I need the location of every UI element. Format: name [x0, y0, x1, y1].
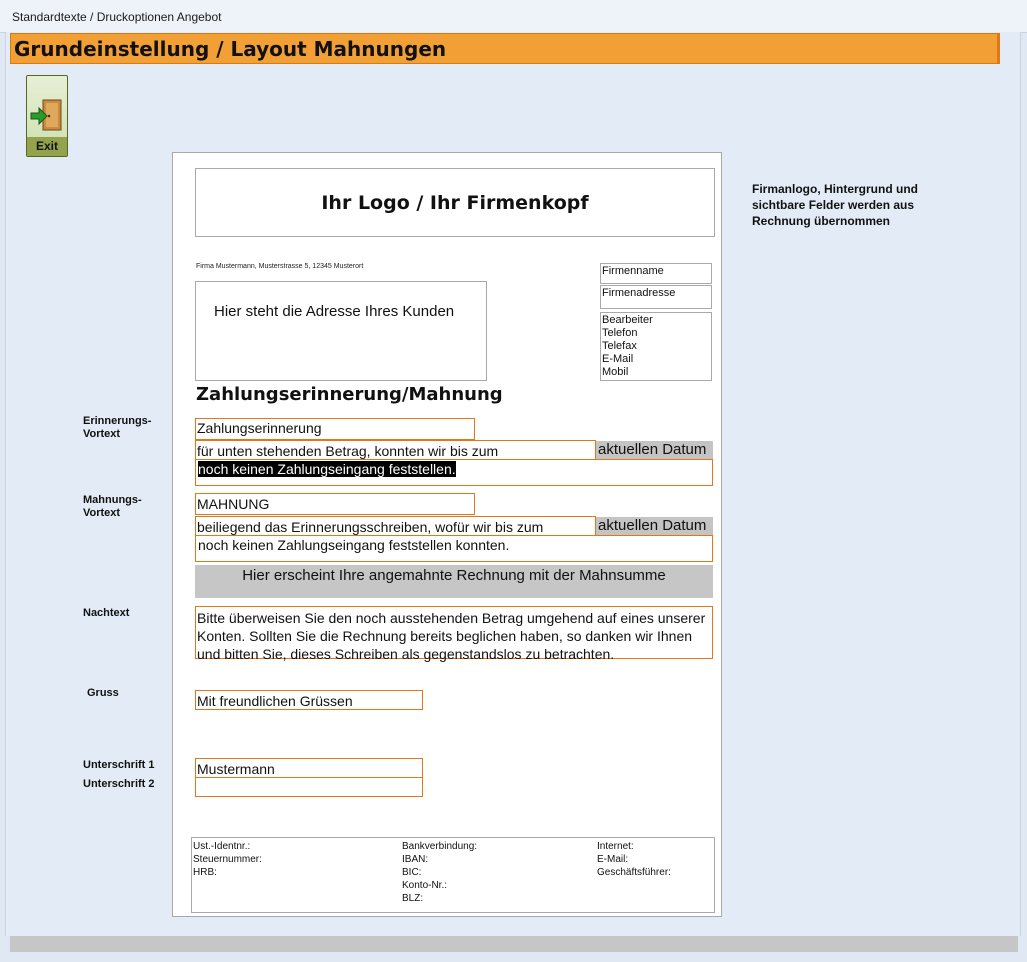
footer-item: Bankverbindung: [402, 841, 478, 852]
dunning-date-text: aktuellen Datum [598, 517, 707, 534]
dunning-title-text: MAHNUNG [197, 496, 270, 512]
footer-box [191, 837, 715, 913]
company-address-box [600, 285, 712, 309]
footer-item: Ust.-Identnr.: [193, 841, 251, 852]
footer-bank-column [402, 840, 477, 905]
logo-text: Ihr Logo / Ihr Firmenkopf [321, 191, 589, 214]
address-box [195, 281, 487, 381]
reminder-line2-field[interactable] [195, 459, 713, 486]
contact-field: E-Mail [602, 353, 634, 365]
footer-item: BIC: [402, 867, 422, 878]
sender-line: Firma Mustermann, Musterstrasse 5, 12345 Musterort [196, 263, 364, 270]
footer-item: Steuernummer: [193, 854, 262, 865]
dunning-title-field[interactable] [195, 493, 475, 515]
invoice-placeholder-band: Hier erscheint Ihre angemahnte Rechnung mit der Mahnsumme [195, 565, 713, 598]
logo-placeholder [195, 168, 715, 237]
reminder-title-text: Zahlungserinnerung [197, 420, 322, 436]
document-heading: Zahlungserinnerung/Mahnung [196, 384, 503, 405]
footer-item: HRB: [193, 867, 217, 878]
greeting-field[interactable] [195, 690, 423, 710]
greeting-text: Mit freundlichen Grüssen [197, 693, 353, 709]
company-name-box [600, 263, 712, 284]
status-bar [10, 936, 1018, 952]
header-bar [10, 33, 1000, 64]
contact-field: Mobil [602, 366, 629, 378]
exit-door-icon [29, 98, 65, 134]
dunning-line1-text: beiliegend das Erinnerungsschreiben, wofür wir bis zum [197, 519, 544, 535]
signature2-side-label: Unterschrift 2 [83, 778, 155, 790]
footer-tax-column [193, 840, 262, 879]
nachtext-side-label: Nachtext [83, 607, 130, 619]
signature1-text: Mustermann [197, 761, 275, 777]
footer-contact-column [597, 840, 671, 879]
footer-item: BLZ: [402, 893, 424, 904]
address-text: Hier steht die Adresse Ihres Kunden [214, 303, 455, 320]
dunning-date-field [596, 517, 713, 535]
footer-item: IBAN: [402, 854, 429, 865]
company-name-text: Firmenname [602, 265, 664, 277]
dunning-line2-field[interactable] [195, 535, 713, 562]
exit-label: Exit [27, 137, 67, 156]
reminder-date-text: aktuellen Datum [598, 441, 707, 458]
dunning-line1-field[interactable] [195, 516, 596, 536]
contact-field: Bearbeiter [602, 314, 653, 326]
reminder-line1-field[interactable] [195, 440, 596, 460]
contact-box [600, 312, 712, 381]
signature1-side-label: Unterschrift 1 [83, 759, 155, 771]
reminder-side-label-1: Erinnerungs- [83, 415, 152, 427]
footer-item: Konto-Nr.: [402, 880, 448, 891]
company-address-text: Firmenadresse [602, 287, 676, 299]
reminder-side-label [83, 415, 151, 441]
signature2-field[interactable] [195, 777, 423, 797]
window-title-bar [0, 0, 1027, 33]
nachtext-text: Bitte überweisen Sie den noch ausstehenden Betrag umgehend auf eines unserer Konten. Sollten Sie die Rechnung bereits beglichen haben, so danken wir Ihnen und bitten Sie, dieses Schreiben als gegenstandslos zu betrachten. [197, 610, 706, 662]
dunning-side-label-1: Mahnungs- [83, 494, 142, 506]
greeting-side-label: Gruss [87, 687, 119, 699]
contact-field: Telefax [602, 340, 637, 352]
signature1-field[interactable] [195, 758, 423, 778]
dunning-side-label-2: Vortext [83, 507, 121, 519]
window-title: Standardtexte / Druckoptionen Angebot [12, 10, 222, 24]
reminder-date-field [596, 441, 713, 459]
reminder-side-label-2: Vortext [83, 428, 121, 440]
dunning-side-label [83, 494, 142, 520]
reminder-line2-text: noch keinen Zahlungseingang feststellen. [198, 461, 456, 477]
footer-item: E-Mail: [597, 854, 629, 865]
contact-field: Telefon [602, 327, 638, 339]
exit-button[interactable] [26, 75, 68, 157]
footer-item: Geschäftsführer: [597, 867, 671, 878]
nachtext-field[interactable] [195, 606, 713, 662]
side-note: Firmanlogo, Hintergrund und sichtbare Felder werden aus Rechnung übernommen [752, 182, 918, 228]
reminder-title-field[interactable] [195, 418, 475, 440]
footer-item: Internet: [597, 841, 634, 852]
page-title: Grundeinstellung / Layout Mahnungen [14, 37, 447, 61]
dunning-line2-text: noch keinen Zahlungseingang feststellen konnten. [198, 537, 510, 553]
reminder-line1-text: für unten stehenden Betrag, konnten wir bis zum [197, 443, 499, 459]
